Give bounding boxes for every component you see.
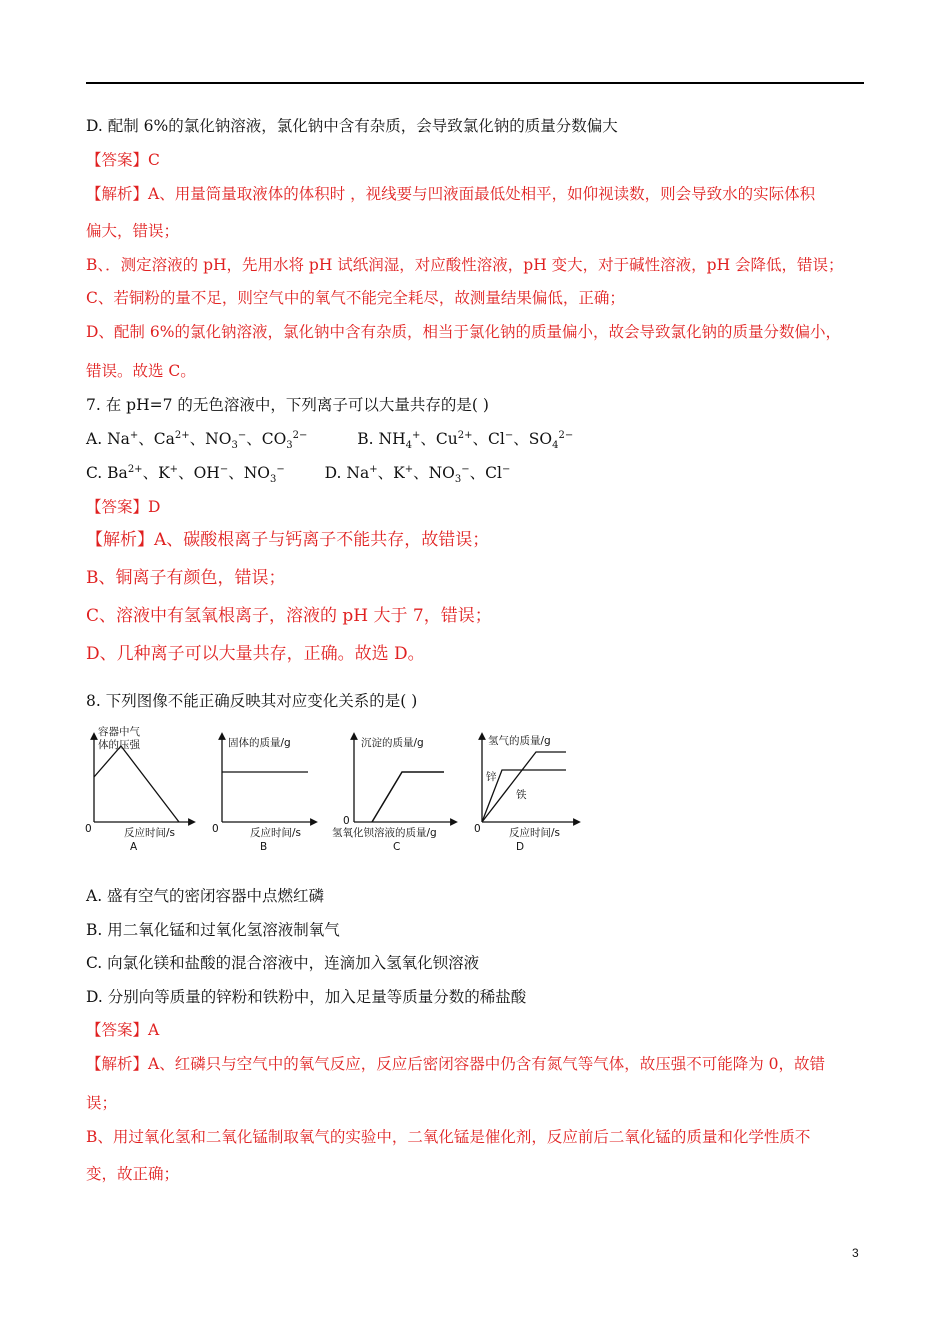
explanation-8-b-line1: B、用过氧化氢和二氧化锰制取氧气的实验中，二氧化锰是催化剂，反应前后二氧化锰的质量和化学性质不 (86, 1128, 811, 1146)
q7-option-a: A. Na+、$Ca^{2+}$、$NO_3^-$、$CO_3^{2-}$ (86, 429, 308, 452)
graph-c-letter: C (393, 841, 401, 853)
graph-b-origin: 0 (212, 823, 219, 835)
graph-a-origin: 0 (85, 823, 92, 835)
graph-c-origin: 0 (343, 815, 350, 827)
graph-b-letter: B (260, 841, 268, 853)
q8-option-b: B. 用二氧化锰和过氧化氢溶液制氧气 (86, 921, 340, 939)
graph-c-xlabel: 氢氧化钡溶液的质量/g (332, 827, 437, 839)
answer-8: 【答案】A (86, 1021, 160, 1039)
graph-a-letter: A (130, 841, 138, 853)
question-8-graphs (84, 722, 584, 857)
explanation-7-b: B、铜离子有颜色，错误； (86, 568, 286, 588)
header-rule (86, 82, 864, 84)
q7-options-cd (86, 463, 511, 486)
explanation-6-d-line1: D、配制 6%的氯化钠溶液，氯化钠中含有杂质，相当于氯化钠的质量偏小，故会导致氯化钠的质量分数偏小， (86, 323, 841, 341)
explanation-7-a: 【解析】A、碳酸根离子与钙离子不能共存，故错误； (86, 530, 490, 550)
q7-option-d: D. Na+、K+、$NO_3^-$、Cl− (324, 463, 511, 486)
explanation-8-a-line2: 误； (86, 1094, 118, 1112)
graph-d-letter: D (516, 841, 525, 853)
graph-c-curve (372, 772, 444, 822)
graph-d-origin: 0 (474, 823, 481, 835)
graph-a (85, 725, 192, 853)
graph-a-xlabel: 反应时间/s (124, 827, 176, 839)
page-number: 3 (852, 1246, 859, 1260)
explanation-8-b-line2: 变，故正确； (86, 1165, 180, 1183)
explanation-7-c: C、溶液中有氢氧根离子，溶液的 pH 大于 7，错误； (86, 606, 492, 626)
graph-c (332, 736, 454, 853)
answer-6: 【答案】C (86, 151, 160, 169)
q7-option-b: B. $NH_4^+$、$Cu^{2+}$、Cl−、$SO_4^{2-}$ (357, 429, 574, 452)
q8-option-d: D. 分别向等质量的锌粉和铁粉中，加入足量等质量分数的稀盐酸 (86, 988, 527, 1006)
graph-b-ylabel: 固体的质量/g (228, 737, 291, 749)
explanation-6-b: B、．测定溶液的 pH，先用水将 pH 试纸润湿，对应酸性溶液，pH 变大，对于碱性溶液，pH 会降低，错误； (86, 256, 844, 274)
graph-d-xlabel: 反应时间/s (509, 827, 561, 839)
q8-option-c: C. 向氯化镁和盐酸的混合溶液中，连滴加入氢氧化钡溶液 (86, 954, 480, 972)
q6-option-d: D. 配制 6%的氯化钠溶液，氯化钠中含有杂质，会导致氯化钠的质量分数偏大 (86, 117, 618, 135)
explanation-6-c: C、若铜粉的量不足，则空气中的氧气不能完全耗尽，故测量结果偏低，正确； (86, 289, 625, 307)
explanation-6-d-line2: 错误。故选 C。 (86, 362, 196, 380)
graph-d-iron-curve (482, 752, 566, 822)
explanation-6-a-line1: 【解析】A、用量筒量取液体的体积时 ，视线要与凹液面最低处相平，如仰视读数，则会导致水的实际体积 (86, 185, 816, 203)
graph-d (474, 734, 577, 853)
explanation-8-a-line1: 【解析】A、红磷只与空气中的氧气反应，反应后密闭容器中仍含有氮气等气体，故压强不可能降为 0，故错 (86, 1055, 825, 1073)
graph-d-ylabel: 氢气的质量/g (488, 735, 551, 747)
graph-b (212, 736, 314, 853)
graph-b-xlabel: 反应时间/s (250, 827, 302, 839)
q7-option-c: C. $Ba^{2+}$、K+、OH−、$NO_3^-$ (86, 463, 285, 486)
question-7: 7. 在 pH=7 的无色溶液中，下列离子可以大量共存的是( ) (86, 396, 489, 414)
graph-a-ylabel-2: 体的压强 (98, 739, 140, 751)
answer-7: 【答案】D (86, 498, 161, 516)
graph-a-ylabel-1: 容器中气 (98, 726, 140, 738)
graph-d-zinc-label: 锌 (486, 771, 497, 783)
graph-d-iron-label: 铁 (516, 789, 527, 801)
explanation-6-a-line2: 偏大，错误； (86, 222, 180, 240)
q8-option-a: A. 盛有空气的密闭容器中点燃红磷 (86, 887, 325, 905)
question-8: 8. 下列图像不能正确反映其对应变化关系的是( ) (86, 692, 418, 710)
q7-options-ab (86, 429, 574, 452)
graph-a-curve (94, 746, 179, 822)
explanation-7-d: D、几种离子可以大量共存，正确。故选 D。 (86, 644, 425, 664)
graph-c-ylabel: 沉淀的质量/g (361, 737, 424, 749)
